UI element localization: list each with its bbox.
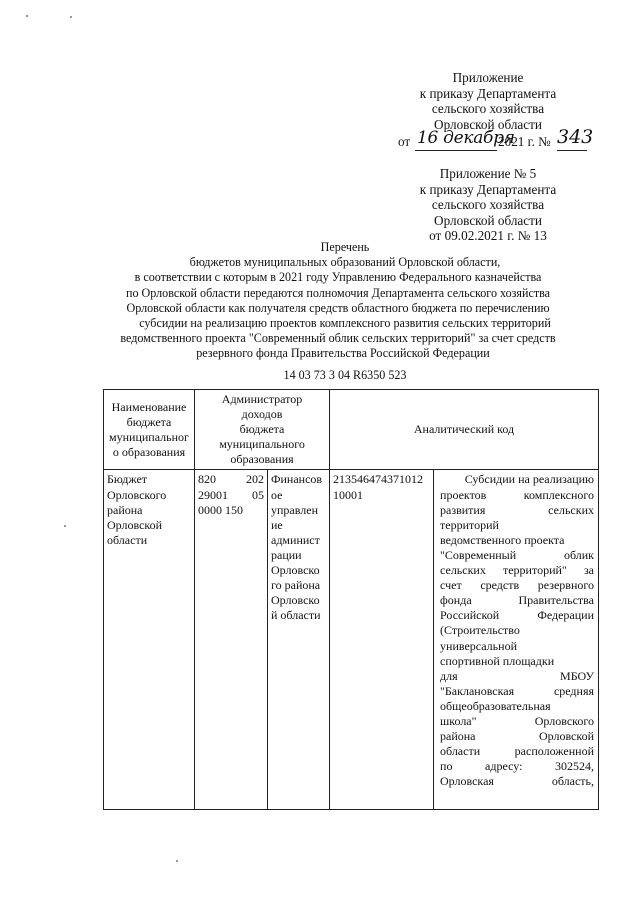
approval-line: Приложение <box>452 70 524 85</box>
cell-analytic-code: 213546474371012 10001 <box>330 470 434 810</box>
title-line: бюджетов муниципальных образований Орловской области, <box>189 255 501 270</box>
approval-line: Орловской области <box>434 116 542 132</box>
cell-admin-name: Финансов ое управлен ие админист рации Орловско го района Орловско й области <box>268 470 330 810</box>
appendix-line: Орловской области <box>434 212 542 228</box>
appendix-line: от 09.02.2021 г. № 13 <box>429 228 547 244</box>
appendix-line: к приказу Департамента <box>419 181 557 197</box>
table-row <box>104 470 599 810</box>
title-line: резервного фонда Правительства Российской Федерации <box>196 346 490 361</box>
approval-block <box>388 70 588 132</box>
handwritten-number: 343 <box>557 126 594 148</box>
budgets-table <box>103 389 599 810</box>
cell-description: Субсидии на реализацию проектов комплексного развития сельских территорий ведомственного проекта "Современный облик сельских территорий" за счет средств резервного фонда Правительства Российской Федерации (Строительство универсальной спортивной площадки для МБОУ "Баклановская средняя общеобразовательная школа" Орловского района Орловской области расположенной по адресу: 302524, Орловская область, <box>434 470 599 810</box>
title-line: в соответствии с которым в 2021 году Управлению Федерального казначейства <box>134 270 542 285</box>
title-line: ведомственного проекта "Современный облик сельских территорий" за счет средств <box>120 331 556 346</box>
approval-date-line <box>398 128 598 152</box>
header-administrator: Администратор доходов бюджета муниципального образования <box>195 390 330 470</box>
underline <box>557 150 587 151</box>
appendix-line: Приложение № 5 <box>439 166 537 181</box>
header-analytic-code: Аналитический код <box>330 390 599 470</box>
approval-line: к приказу Департамента <box>419 85 557 101</box>
cell-budget-name: Бюджет Орловского района Орловской области <box>104 470 195 810</box>
approval-line: сельского хозяйства <box>431 101 545 117</box>
title-line: по Орловской области передаются полномочия Департамента сельского хозяйства <box>125 285 551 300</box>
table-header-row <box>104 390 599 470</box>
handwritten-date: 16 декабря <box>417 128 515 148</box>
title-line: Орловской области как получателя средств областного бюджета по перечислению <box>126 300 550 315</box>
approval-year-number: 2021 г. № <box>498 134 551 149</box>
underline <box>415 150 497 151</box>
scan-speck <box>26 15 28 17</box>
scan-speck <box>70 16 72 18</box>
document-title <box>0 240 640 362</box>
budget-code: 14 03 73 3 04 R6350 523 <box>283 368 407 382</box>
appendix-block <box>388 166 588 244</box>
title-line: Перечень <box>320 240 370 254</box>
appendix-line: сельского хозяйства <box>431 197 545 213</box>
title-line: субсидии на реализацию проектов комплексного развития сельских территорий <box>139 316 551 331</box>
cell-admin-code: 820 202 29001 05 0000 150 <box>195 470 268 810</box>
scan-speck <box>176 860 178 862</box>
header-budget-name: Наименование бюджета муниципальног о образования <box>104 390 195 470</box>
approval-from: от <box>398 134 411 149</box>
scan-speck <box>64 525 66 527</box>
